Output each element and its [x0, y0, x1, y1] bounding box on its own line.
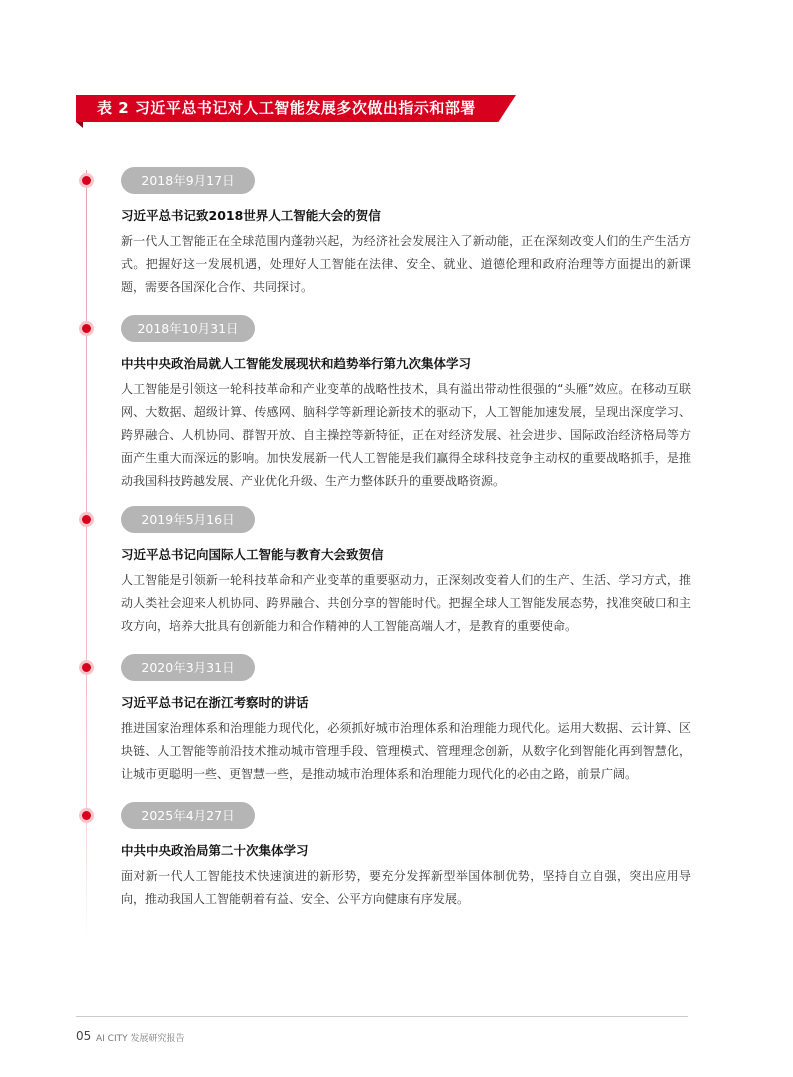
date-badge: 2025年4月27日 [121, 802, 255, 829]
page-number: 05 [76, 1029, 92, 1043]
entry-body: 人工智能是引领新一轮科技革命和产业变革的重要驱动力，正深刻改变着人们的生产、生活、学习方式，推动人类社会迎来人机协同、跨界融合、共创分享的智能时代。把握全球人工智能发展态势，找准突破口和主攻方向，培养大批具有创新能力和合作精神的人工智能高端人才，是教育的重要使命。 [121, 573, 691, 633]
timeline-dot-icon [79, 660, 94, 675]
entry-heading: 习近平总书记致2018世界人工智能大会的贺信 [121, 208, 381, 223]
timeline-dot-icon [79, 512, 94, 527]
entry-heading: 习近平总书记在浙江考察时的讲话 [121, 695, 309, 710]
timeline-dot-icon [79, 321, 94, 336]
date-badge: 2020年3月31日 [121, 654, 255, 681]
timeline-line [86, 170, 87, 940]
entry-body: 面对新一代人工智能技术快速演进的新形势，要充分发挥新型举国体制优势，坚持自立自强，突出应用导向，推动我国人工智能朝着有益、安全、公平方向健康有序发展。 [121, 869, 691, 906]
footer-divider [76, 1016, 688, 1017]
table-title: 表 2 习近平总书记对人工智能发展多次做出指示和部署 [97, 99, 476, 117]
date-badge: 2018年9月17日 [121, 167, 255, 194]
entry-body: 推进国家治理体系和治理能力现代化，必须抓好城市治理体系和治理能力现代化。运用大数据、云计算、区块链、人工智能等前沿技术推动城市管理手段、管理模式、管理理念创新，从数字化到智能化再到智慧化，让城市更聪明一些、更智慧一些，是推动城市治理体系和治理能力现代化的必由之路，前景广阔。 [121, 721, 691, 781]
entry-body: 新一代人工智能正在全球范围内蓬勃兴起，为经济社会发展注入了新动能，正在深刻改变人们的生产生活方式。把握好这一发展机遇，处理好人工智能在法律、安全、就业、道德伦理和政府治理等方面提出的新课题，需要各国深化合作、共同探讨。 [121, 234, 691, 294]
timeline-dot-icon [79, 173, 94, 188]
date-badge: 2018年10月31日 [121, 315, 255, 342]
entry-heading: 中共中央政治局第二十次集体学习 [121, 843, 309, 858]
report-name: AI CITY 发展研究报告 [96, 1034, 185, 1044]
title-banner-fold [76, 122, 83, 128]
entry-body: 人工智能是引领这一轮科技革命和产业变革的战略性技术，具有溢出带动性很强的“头雁”效应。在移动互联网、大数据、超级计算、传感网、脑科学等新理论新技术的驱动下，人工智能加速发展，呈现出深度学习、跨界融合、人机协同、群智开放、自主操控等新特征，正在对经济发展、社会进步、国际政治经济格局等方面产生重大而深远的影响。加快发展新一代人工智能是我们赢得全球科技竞争主动权的重要战略抓手，是推动我国科技跨越发展、产业优化升级、生产力整体跃升的重要战略资源。 [121, 382, 691, 488]
date-badge: 2019年5月16日 [121, 506, 255, 533]
entry-heading: 中共中央政治局就人工智能发展现状和趋势举行第九次集体学习 [121, 356, 472, 371]
timeline-dot-icon [79, 808, 94, 823]
entry-heading: 习近平总书记向国际人工智能与教育大会致贺信 [121, 547, 384, 562]
